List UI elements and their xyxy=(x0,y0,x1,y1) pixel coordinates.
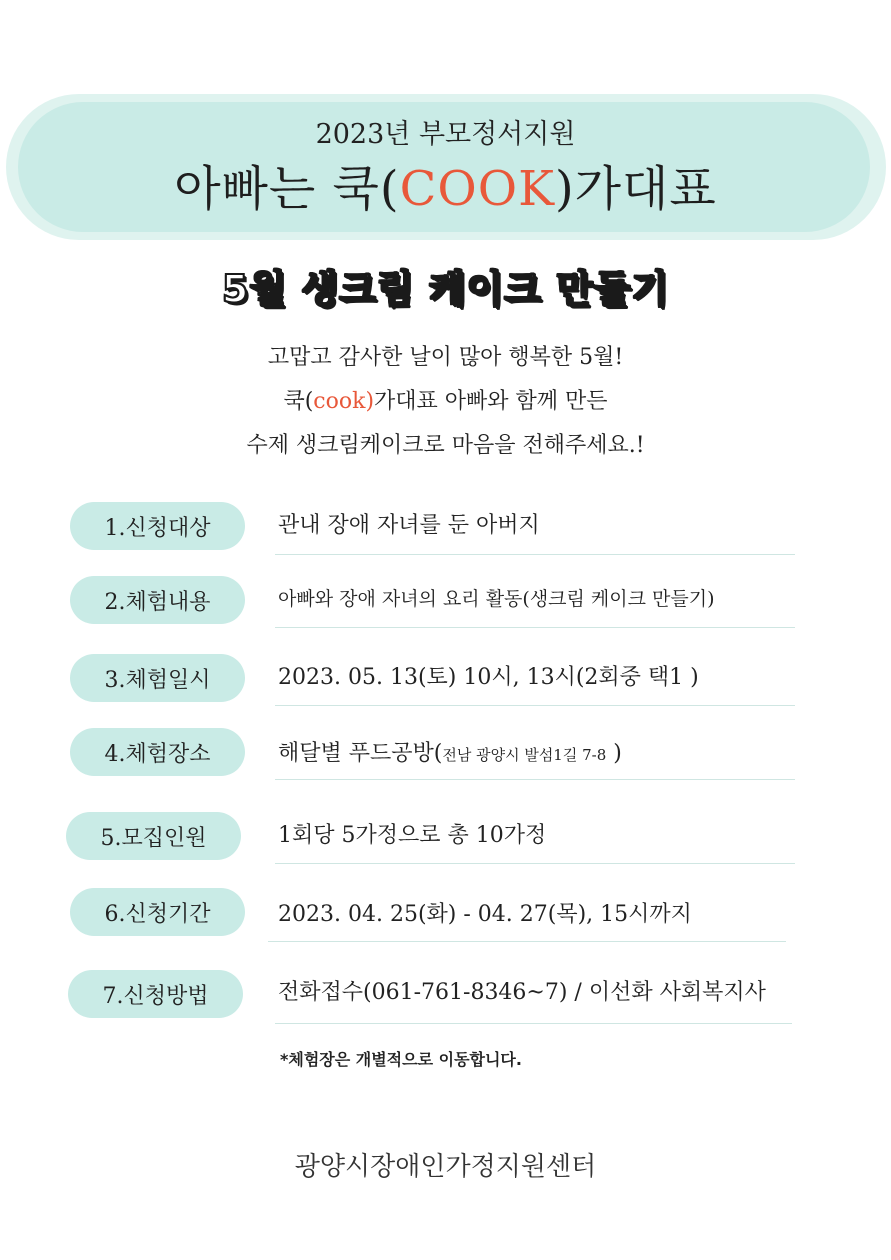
value-period: 2023. 04. 25(화) - 04. 27(목), 15시까지 xyxy=(278,902,692,927)
divider xyxy=(275,554,795,555)
label-pill-method: 7.신청방법 xyxy=(68,970,243,1018)
value-place xyxy=(278,736,622,767)
intro-line-2-pre: 쿡( xyxy=(283,389,314,414)
divider xyxy=(275,705,795,706)
divider xyxy=(275,779,795,780)
value-quota: 1회당 5가정으로 총 10가정 xyxy=(278,823,547,848)
banner-title-pre: 아빠는 쿡( xyxy=(174,161,400,217)
label-pill-date: 3.체험일시 xyxy=(70,654,245,702)
value-place-end: ) xyxy=(606,741,622,766)
label-pill-target: 1.신청대상 xyxy=(70,502,245,550)
divider xyxy=(275,863,795,864)
intro-line-2 xyxy=(0,384,891,415)
banner-title-post: )가대표 xyxy=(554,161,717,217)
intro-line-2-post: 가대표 아빠와 함께 만든 xyxy=(374,389,608,414)
banner-title xyxy=(0,150,891,219)
value-target: 관내 장애 자녀를 둔 아버지 xyxy=(278,513,540,538)
label-pill-quota: 5.모집인원 xyxy=(66,812,241,860)
intro-line-2-accent: cook) xyxy=(313,389,375,414)
value-place-main: 해달별 푸드공방( xyxy=(278,741,443,766)
value-content: 아빠와 장애 자녀의 요리 활동(생크림 케이크 만들기) xyxy=(278,588,715,610)
value-method: 전화접수(061-761-8346~7) / 이선화 사회복지사 xyxy=(278,980,766,1005)
value-place-address: 전남 광양시 발섬1길 7-8 xyxy=(442,746,607,764)
intro-line-1: 고맙고 감사한 날이 많아 행복한 5월! xyxy=(267,345,624,370)
intro-line-3: 수제 생크림케이크로 마음을 전해주세요.! xyxy=(246,433,645,458)
notice-text: *체험장은 개별적으로 이동합니다. xyxy=(280,1050,522,1069)
label-pill-period: 6.신청기간 xyxy=(70,888,245,936)
label-pill-content: 2.체험내용 xyxy=(70,576,245,624)
headline: 5월 생크림 케이크 만들기 xyxy=(221,267,670,311)
banner-subtitle: 2023년 부모정서지원 xyxy=(315,119,576,150)
label-pill-place: 4.체험장소 xyxy=(70,728,245,776)
divider xyxy=(268,941,786,942)
divider xyxy=(275,1023,792,1024)
banner-title-accent: COOK xyxy=(399,161,555,217)
footer-organization: 광양시장애인가정지원센터 xyxy=(294,1152,597,1182)
value-date: 2023. 05. 13(토) 10시, 13시(2회중 택1 ) xyxy=(278,665,699,690)
divider xyxy=(275,627,795,628)
